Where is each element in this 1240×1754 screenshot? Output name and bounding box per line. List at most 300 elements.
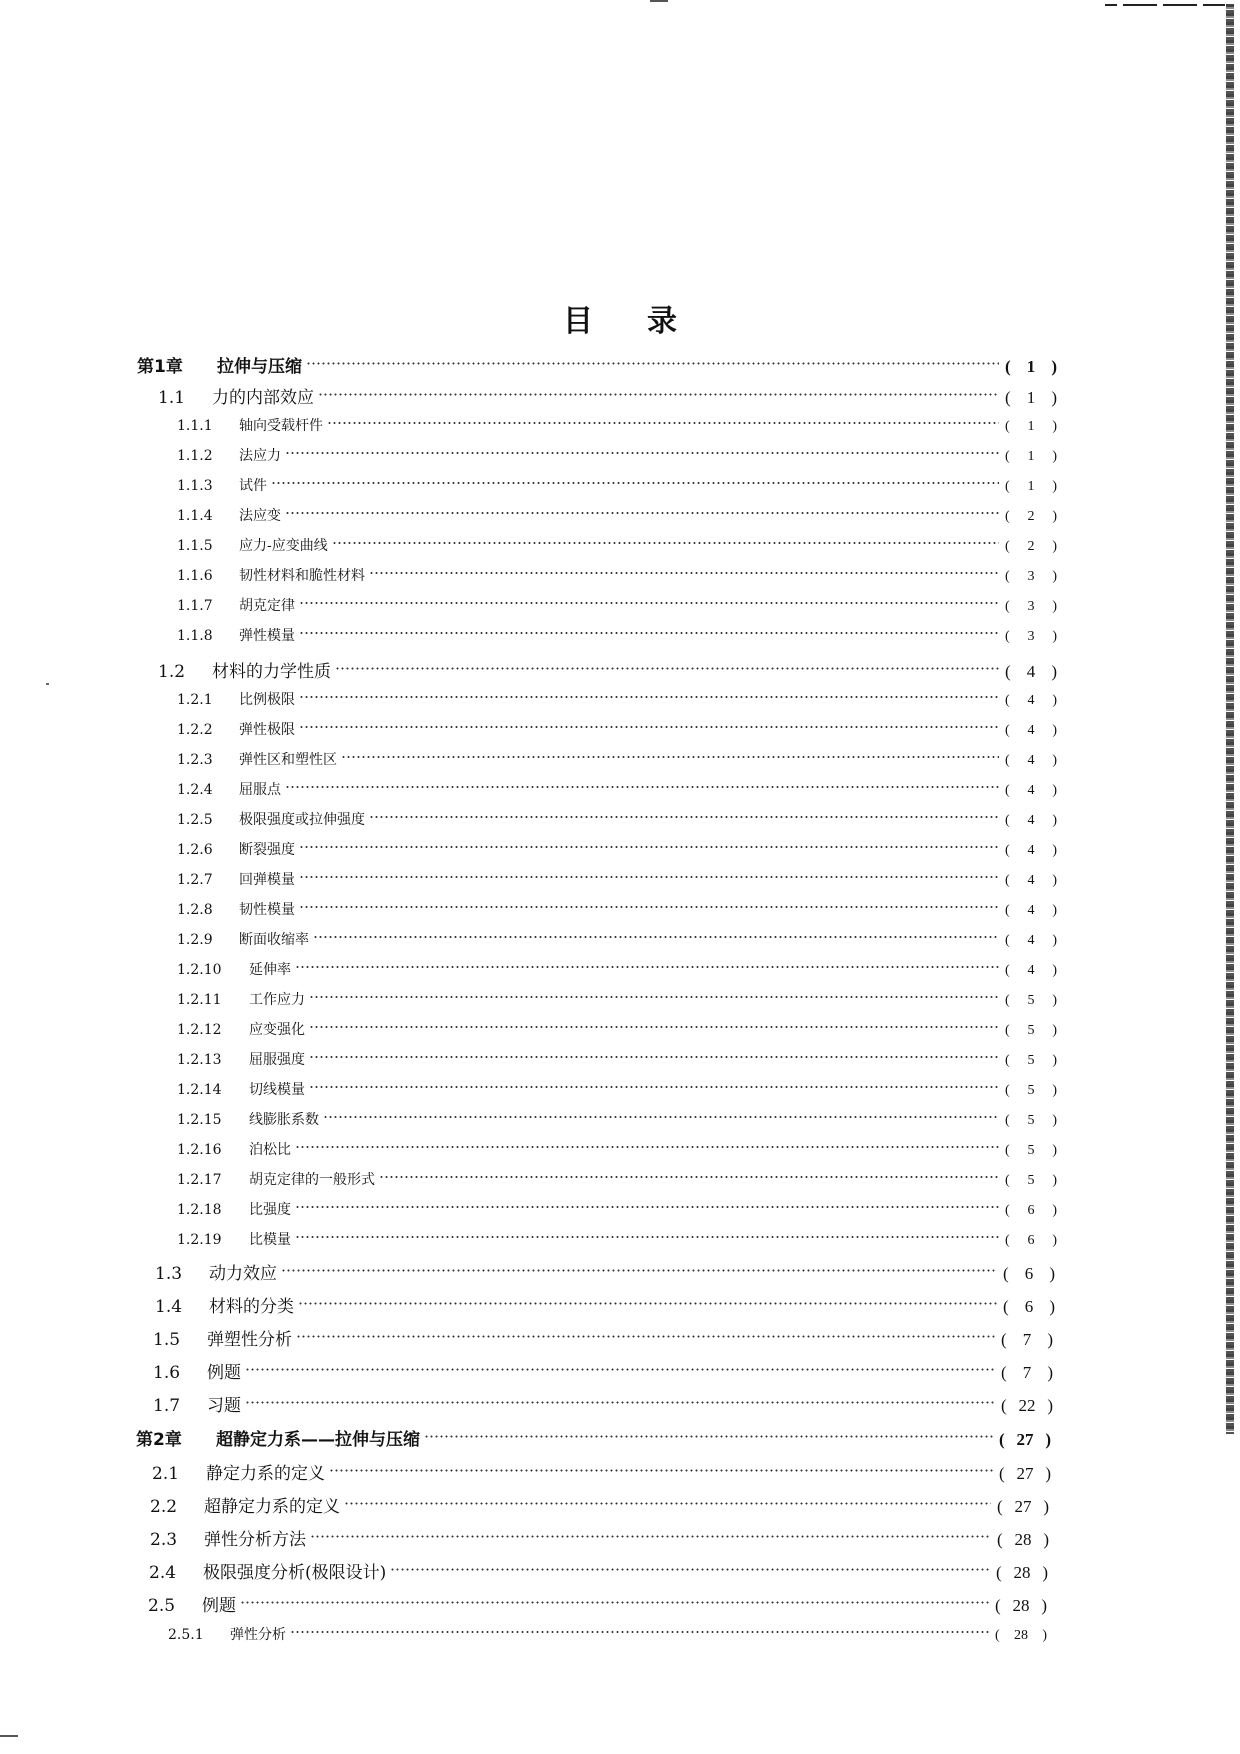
toc-entry-page-number [1003,1264,1055,1284]
toc-subsection-entry[interactable] [177,779,1057,799]
page-number: 1 [1026,357,1036,376]
toc-entry-label: 弹性模量 [239,628,295,644]
page-number: 1 [1027,449,1035,464]
dot-leader [295,1200,999,1214]
toc-section-entry[interactable] [153,1391,1053,1416]
toc-subsection-entry[interactable] [177,565,1057,585]
page-bracket-open: ( [1005,1113,1010,1128]
dot-leader [309,1080,999,1094]
toc-entry-page-number [1005,993,1057,1009]
toc-entry-label: 胡克定律 [239,598,295,614]
toc-section-entry[interactable] [153,1358,1053,1383]
dot-leader [318,386,999,403]
toc-entry-label: 泊松比 [249,1142,291,1158]
page-number: 7 [1022,1330,1032,1349]
toc-entry-number: 1.3 [155,1264,183,1284]
page-bracket-open: ( [1005,933,1010,948]
toc-entry-label: 轴向受载杆件 [239,418,323,434]
dot-leader [335,660,999,677]
toc-entry-page-number [1001,1330,1053,1350]
page-number: 5 [1027,1143,1035,1158]
page-bracket-close: ) [1047,1396,1053,1415]
dot-leader [299,840,999,854]
page-bracket-open: ( [1005,479,1010,494]
toc-entry-number: 1.2.4 [177,782,213,798]
page-bracket-close: ) [1052,509,1057,524]
page-bracket-close: ) [1052,629,1057,644]
page-bracket-open: ( [1005,963,1010,978]
page-bracket-open: ( [1001,1330,1007,1349]
dot-leader [309,1050,999,1064]
toc-entry-page-number [1005,783,1057,799]
dot-leader [296,1328,995,1345]
dot-leader [379,1170,999,1184]
page-number: 4 [1027,933,1035,948]
toc-entry-page-number [999,1464,1051,1484]
toc-entry-label: 应力-应变曲线 [239,538,328,554]
toc-entry-page-number [1005,569,1057,585]
page-number: 4 [1027,873,1035,888]
page-bracket-close: ) [1052,479,1057,494]
page-bracket-open: ( [1001,1396,1007,1415]
page-number: 22 [1018,1396,1036,1415]
toc-entry-label: 回弹模量 [239,872,295,888]
toc-entry-number: 1.7 [153,1396,181,1416]
page-bracket-open: ( [995,1596,1001,1615]
toc-entry-number: 1.1 [158,388,186,408]
toc-subsection-entry[interactable] [177,1229,1057,1249]
toc-section-entry[interactable] [152,1459,1051,1484]
toc-subsection-entry[interactable] [177,505,1057,525]
toc-entry-page-number [1005,1233,1057,1249]
page-number: 7 [1022,1363,1032,1382]
toc-entry-label: 弹性区和塑性区 [239,752,337,768]
page-bracket-open: ( [1005,1083,1010,1098]
toc-entry-page-number [999,1430,1051,1450]
toc-entry-label: 比例极限 [239,692,295,708]
toc-subsection-entry[interactable] [177,595,1057,615]
page-bracket-open: ( [1005,1053,1010,1068]
toc-entry-page-number [1005,1143,1057,1159]
dot-leader [285,446,999,460]
toc-subsection-entry[interactable] [177,989,1057,1009]
toc-entry-page-number [995,1596,1047,1616]
page-number: 1 [1027,419,1035,434]
page-bracket-close: ) [1052,993,1057,1008]
page-bracket-open: ( [1005,1233,1010,1248]
toc-subsection-entry[interactable] [177,719,1057,739]
page-title: 目录 [563,304,731,340]
page-bracket-close: ) [1052,933,1057,948]
page-bracket-close: ) [1045,1430,1051,1449]
dot-leader [240,1594,989,1611]
toc-entry-number: 2.5.1 [168,1627,204,1643]
toc-chapter-entry[interactable] [136,1425,1051,1450]
toc-entry-page-number [1005,903,1057,919]
page-bracket-open: ( [995,1628,1000,1643]
toc-entry-number: 1.2.2 [177,722,213,738]
toc-entry-page-number [1005,723,1057,739]
dot-leader [310,1528,991,1545]
toc-entry-page-number [995,1628,1047,1644]
page-bracket-open: ( [999,1430,1005,1449]
page-number: 4 [1027,843,1035,858]
page-number: 28 [1013,1563,1031,1582]
toc-subsection-entry[interactable] [177,1199,1057,1219]
toc-subsection-entry[interactable] [177,625,1057,645]
toc-entry-label: 比模量 [249,1232,291,1248]
toc-subsection-entry[interactable] [177,1049,1057,1069]
page-bracket-open: ( [1005,693,1010,708]
toc-subsection-entry[interactable] [177,1169,1057,1189]
page-bracket-open: ( [997,1497,1003,1516]
page-number: 4 [1026,662,1036,681]
page-bracket-close: ) [1052,1203,1057,1218]
toc-entry-number: 1.2.9 [177,932,213,948]
page-bracket-close: ) [1045,1464,1051,1483]
page-bracket-open: ( [1005,1203,1010,1218]
toc-entry-number: 1.2.13 [177,1052,222,1068]
toc-subsection-entry[interactable] [177,809,1057,829]
page-bracket-open: ( [1005,357,1011,376]
scan-artifact-top-right-line [1105,4,1225,6]
page-bracket-close: ) [1052,1023,1057,1038]
toc-entry-label: 工作应力 [249,992,305,1008]
toc-entry-page-number [1001,1363,1053,1383]
toc-entry-number: 第1章 [137,357,183,377]
page-number: 4 [1027,783,1035,798]
page-bracket-close: ) [1042,1628,1047,1643]
toc-entry-number: 1.2.8 [177,902,213,918]
page-number: 5 [1027,993,1035,1008]
page-bracket-open: ( [1005,1173,1010,1188]
page-bracket-open: ( [1005,843,1010,858]
toc-section-entry[interactable] [158,383,1057,408]
toc-section-entry[interactable] [148,1591,1047,1616]
page-bracket-open: ( [1005,1143,1010,1158]
toc-entry-label: 静定力系的定义 [206,1464,325,1484]
toc-entry-page-number [1001,1396,1053,1416]
toc-entry-label: 动力效应 [209,1264,277,1284]
dot-leader [323,1110,999,1124]
page-number: 4 [1027,723,1035,738]
toc-entry-label: 线膨胀系数 [249,1112,319,1128]
page-bracket-open: ( [1005,419,1010,434]
toc-subsection-entry[interactable] [177,415,1057,435]
toc-entry-label: 比强度 [249,1202,291,1218]
toc-entry-page-number [1005,509,1057,525]
page-number: 27 [1016,1430,1034,1449]
page-number: 6 [1024,1297,1034,1316]
toc-entry-page-number [1005,693,1057,709]
scan-artifact-top [650,0,668,2]
toc-entry-number: 1.2.7 [177,872,213,888]
page-bracket-close: ) [1043,1497,1049,1516]
toc-entry-label: 延伸率 [249,962,291,978]
toc-entry-page-number [1005,873,1057,889]
page-bracket-close: ) [1041,1596,1047,1615]
page-number: 3 [1027,569,1035,584]
toc-entry-label: 应变强化 [249,1022,305,1038]
toc-entry-number: 1.2.18 [177,1202,222,1218]
toc-entry-number: 1.2.1 [177,692,213,708]
dot-leader [299,870,999,884]
page-bracket-open: ( [1005,813,1010,828]
toc-section-entry[interactable] [149,1558,1048,1583]
page-bracket-open: ( [1003,1297,1009,1316]
page-bracket-open: ( [1005,569,1010,584]
toc-entry-label: 法应变 [239,508,281,524]
toc-subsection-entry[interactable] [177,1019,1057,1039]
dot-leader [390,1561,990,1578]
toc-entry-page-number [1005,599,1057,615]
page-bracket-close: ) [1047,1330,1053,1349]
toc-entry-label: 材料的力学性质 [212,662,331,682]
toc-subsection-entry[interactable] [177,869,1057,889]
toc-entry-page-number [1005,449,1057,465]
page-number: 3 [1027,629,1035,644]
page-bracket-close: ) [1052,1173,1057,1188]
dot-leader [245,1394,995,1411]
page-bracket-close: ) [1052,723,1057,738]
toc-subsection-entry[interactable] [177,839,1057,859]
toc-section-entry[interactable] [158,657,1057,682]
toc-entry-number: 1.2 [158,662,186,682]
toc-subsection-entry[interactable] [177,1079,1057,1099]
dot-leader [299,596,999,610]
toc-subsection-entry[interactable] [177,959,1057,979]
page-number: 28 [1014,1530,1032,1549]
toc-entry-number: 1.5 [153,1330,181,1350]
page-bracket-close: ) [1052,693,1057,708]
page-number: 4 [1027,903,1035,918]
page-bracket-open: ( [1005,723,1010,738]
toc-entry-number: 1.1.7 [177,598,213,614]
toc-entry-number: 1.4 [155,1297,183,1317]
page-bracket-close: ) [1051,357,1057,376]
toc-entry-number: 1.1.3 [177,478,213,494]
toc-entry-label: 弹性极限 [239,722,295,738]
toc-entry-number: 1.2.5 [177,812,213,828]
dot-leader [298,1295,997,1312]
dot-leader [281,1262,997,1279]
page-bracket-close: ) [1052,1143,1057,1158]
toc-entry-page-number [1005,629,1057,645]
page-bracket-open: ( [1005,629,1010,644]
dot-leader [299,626,999,640]
page-number: 4 [1027,693,1035,708]
page-bracket-close: ) [1052,419,1057,434]
page-number: 2 [1027,539,1035,554]
page-number: 1 [1027,479,1035,494]
toc-subsection-entry[interactable] [177,749,1057,769]
page-bracket-close: ) [1042,1563,1048,1582]
dot-leader [313,930,999,944]
page-number: 6 [1024,1264,1034,1283]
toc-entry-number: 1.2.17 [177,1172,222,1188]
page-bracket-close: ) [1052,1113,1057,1128]
page-bracket-open: ( [1005,449,1010,464]
toc-entry-number: 1.2.11 [177,992,222,1008]
dot-leader [329,1462,993,1479]
toc-subsection-entry[interactable] [177,1139,1057,1159]
toc-subsection-entry[interactable] [177,445,1057,465]
dot-leader [309,1020,999,1034]
page-number: 4 [1027,963,1035,978]
toc-entry-label: 例题 [202,1596,236,1616]
page-number: 1 [1026,388,1036,407]
page-bracket-close: ) [1052,539,1057,554]
toc-entry-number: 1.1.1 [177,418,213,434]
page-bracket-open: ( [1005,388,1011,407]
page-bracket-close: ) [1052,753,1057,768]
dot-leader [299,900,999,914]
toc-entry-number: 1.1.4 [177,508,213,524]
toc-entry-page-number [1003,1297,1055,1317]
page-bracket-open: ( [1003,1264,1009,1283]
toc-chapter-entry[interactable] [137,352,1057,377]
toc-entry-page-number [1005,1203,1057,1219]
toc-entry-page-number [1005,388,1057,408]
toc-subsection-entry[interactable] [177,689,1057,709]
page-number: 5 [1027,1173,1035,1188]
dot-leader [271,476,999,490]
toc-entry-label: 屈服点 [239,782,281,798]
toc-entry-number: 1.2.15 [177,1112,222,1128]
toc-entry-page-number [1005,419,1057,435]
page-bracket-open: ( [996,1563,1002,1582]
toc-entry-number: 1.1.8 [177,628,213,644]
toc-entry-page-number [1005,479,1057,495]
page-bracket-close: ) [1047,1363,1053,1382]
toc-entry-page-number [1005,539,1057,555]
page-bracket-close: ) [1052,813,1057,828]
page-bracket-open: ( [1001,1363,1007,1382]
dot-leader [245,1361,995,1378]
scan-artifact-left-mark [46,683,49,685]
toc-entry-label: 极限强度或拉伸强度 [239,812,365,828]
page-number: 27 [1016,1464,1034,1483]
toc-entry-label: 超静定力系的定义 [204,1497,340,1517]
dot-leader [344,1495,991,1512]
page-number: 5 [1027,1113,1035,1128]
page-bracket-open: ( [1005,509,1010,524]
toc-section-entry[interactable] [153,1325,1053,1350]
page-number: 27 [1014,1497,1032,1516]
dot-leader [285,506,999,520]
toc-entry-number: 1.2.12 [177,1022,222,1038]
page-bracket-close: ) [1052,783,1057,798]
toc-entry-number: 1.2.6 [177,842,213,858]
page-bracket-open: ( [1005,753,1010,768]
page-bracket-close: ) [1052,1053,1057,1068]
toc-entry-label: 试件 [239,478,267,494]
toc-entry-page-number [1005,813,1057,829]
page-bracket-open: ( [1005,873,1010,888]
toc-entry-page-number [1005,1023,1057,1039]
toc-section-entry[interactable] [150,1525,1049,1550]
toc-entry-page-number [1005,357,1057,377]
page-bracket-close: ) [1052,449,1057,464]
page-number: 6 [1027,1233,1035,1248]
page-bracket-close: ) [1051,388,1057,407]
toc-subsection-entry[interactable] [168,1624,1047,1644]
page-bracket-close: ) [1052,599,1057,614]
toc-entry-label: 胡克定律的一般形式 [249,1172,375,1188]
toc-entry-number: 1.6 [153,1363,181,1383]
page-number: 6 [1027,1203,1035,1218]
page-bracket-close: ) [1052,1233,1057,1248]
page-bracket-open: ( [1005,599,1010,614]
dot-leader [341,750,999,764]
scan-artifact-bottom-mark [0,1735,18,1737]
toc-entry-number: 1.2.3 [177,752,213,768]
toc-subsection-entry[interactable] [177,475,1057,495]
toc-entry-label: 例题 [207,1363,241,1383]
toc-section-entry[interactable] [150,1492,1049,1517]
page-bracket-close: ) [1052,569,1057,584]
dot-leader [369,566,999,580]
toc-entry-label: 弹性分析方法 [204,1530,306,1550]
toc-entry-label: 法应力 [239,448,281,464]
toc-entry-label: 切线模量 [249,1082,305,1098]
toc-entry-label: 断裂强度 [239,842,295,858]
toc-entry-number: 1.2.16 [177,1142,222,1158]
page-number: 28 [1012,1596,1030,1615]
toc-entry-label: 断面收缩率 [239,932,309,948]
page-bracket-open: ( [1005,1023,1010,1038]
dot-leader [290,1625,989,1639]
toc-subsection-entry[interactable] [177,1109,1057,1129]
page-bracket-close: ) [1052,843,1057,858]
toc-entry-number: 1.2.10 [177,962,222,978]
dot-leader [295,960,999,974]
toc-section-entry[interactable] [155,1259,1055,1284]
toc-entry-label: 力的内部效应 [212,388,314,408]
dot-leader [295,1140,999,1154]
page-bracket-open: ( [1005,539,1010,554]
dot-leader [309,990,999,1004]
toc-entry-label: 习题 [207,1396,241,1416]
page-number: 5 [1027,1023,1035,1038]
page-bracket-open: ( [999,1464,1005,1483]
toc-entry-number: 2.1 [152,1464,180,1484]
toc-entry-label: 超静定力系——拉伸与压缩 [216,1430,420,1450]
page-bracket-close: ) [1052,1083,1057,1098]
toc-entry-page-number [1005,933,1057,949]
toc-subsection-entry[interactable] [177,899,1057,919]
toc-entry-number: 第2章 [136,1430,182,1450]
page-number: 5 [1027,1053,1035,1068]
page-number: 4 [1027,813,1035,828]
toc-entry-number: 1.1.2 [177,448,213,464]
dot-leader [424,1428,993,1445]
toc-entry-label: 弹性分析 [230,1627,286,1643]
toc-entry-number: 2.5 [148,1596,176,1616]
toc-entry-number: 2.4 [149,1563,177,1583]
dot-leader [299,720,999,734]
toc-entry-label: 屈服强度 [249,1052,305,1068]
scan-artifact-right-edge [1226,4,1234,1434]
toc-section-entry[interactable] [155,1292,1055,1317]
toc-entry-number: 2.2 [150,1497,178,1517]
toc-subsection-entry[interactable] [177,929,1057,949]
page-bracket-close: ) [1051,662,1057,681]
dot-leader [299,690,999,704]
toc-subsection-entry[interactable] [177,535,1057,555]
toc-entry-number: 2.3 [150,1530,178,1550]
page-number: 28 [1014,1628,1028,1643]
